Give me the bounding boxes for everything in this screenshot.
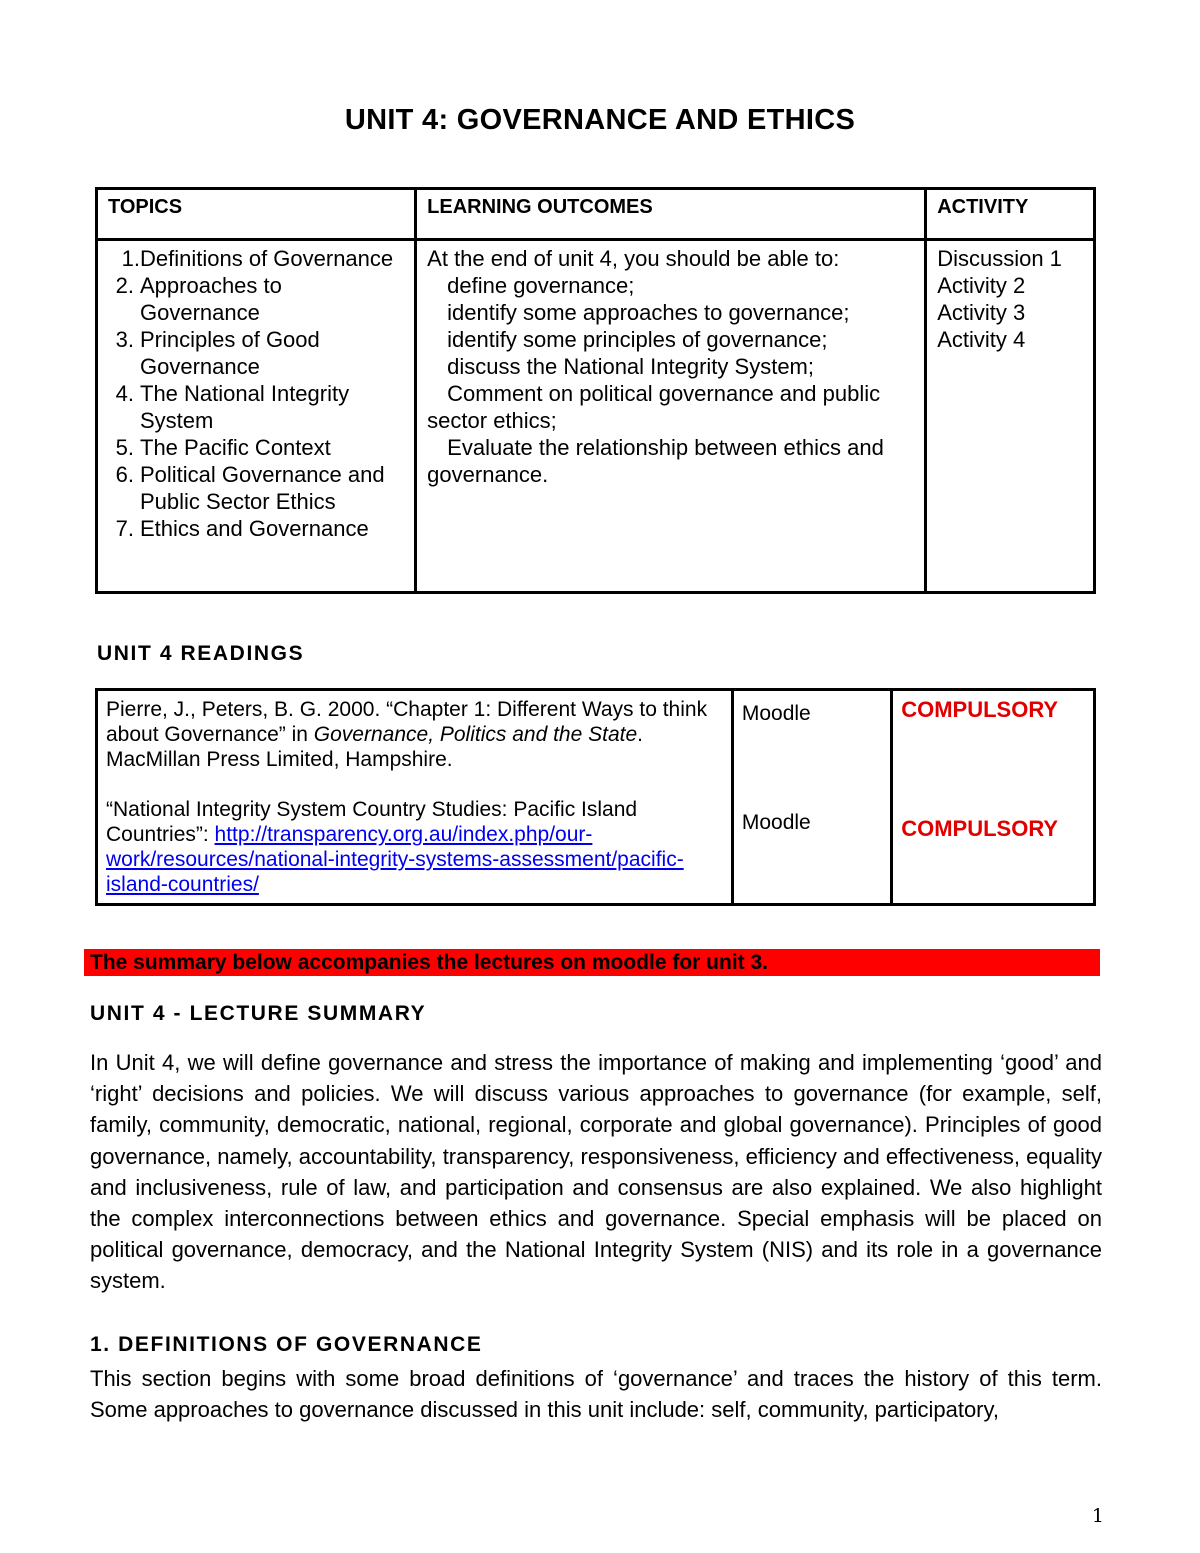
definitions-text: This section begins with some broad definitions of ‘governance’ and traces the history of this term. Some approaches to governance discussed in this unit include: self, community, participatory, <box>90 1366 1102 1423</box>
reading-1-book-title: Governance, Politics and the State <box>313 723 638 746</box>
activity-item: Activity 4 <box>937 327 1026 352</box>
activity-item: Activity 2 <box>937 273 1026 298</box>
outcome-item: Evaluate the relationship between ethics and <box>447 435 884 460</box>
header-activity: ACTIVITY <box>926 189 1095 240</box>
reading-source-cell <box>732 690 891 905</box>
lecture-summary-heading: UNIT 4 - LECTURE SUMMARY <box>90 1002 427 1025</box>
page-number: 1 <box>1091 1505 1104 1527</box>
activity-item: Activity 3 <box>937 300 1026 325</box>
header-learning-outcomes: LEARNING OUTCOMES <box>416 189 926 240</box>
reading-1-status: COMPULSORY <box>901 697 1059 722</box>
table-row <box>97 690 1095 905</box>
reading-2-source: Moodle <box>741 811 811 834</box>
reading-1: Pierre, J., Peters, B. G. 2000. “Chapter 1: Different Ways to think about Governance” in Governance, Politics and the State. MacMillan Press Limited, Hampshire. <box>106 698 708 771</box>
outcome-item: define governance; <box>447 273 635 298</box>
table-header-row <box>97 189 1095 240</box>
reading-references-cell <box>97 690 733 905</box>
activity-cell <box>926 240 1095 593</box>
topic-item: 3. Principles of Good Governance <box>115 327 320 379</box>
header-topics: TOPICS <box>97 189 416 240</box>
topics-list <box>108 245 404 542</box>
outcome-item: discuss the National Integrity System; <box>447 354 814 379</box>
activity-item: Discussion 1 <box>937 246 1062 271</box>
topic-item: 4. The National Integrity System <box>115 381 350 433</box>
reading-2: “National Integrity System Country Studies: Pacific Island Countries”: http://transparency.org.au/index.php/our-work/resources/national-integrity-systems-assessment/pacific-island-countries/ <box>106 798 684 896</box>
outcome-item-continued: sector ethics; <box>427 408 557 433</box>
outcome-item: identify some approaches to governance; <box>447 300 850 325</box>
topics-cell <box>97 240 416 593</box>
readings-table <box>95 688 1096 906</box>
topic-item: 5. The Pacific Context <box>115 435 331 460</box>
topic-item: 1. Definitions of Governance <box>121 246 394 271</box>
topic-item: 7. Ethics and Governance <box>115 516 369 541</box>
definitions-heading: 1. DEFINITIONS OF GOVERNANCE <box>90 1333 483 1356</box>
table-row <box>97 240 1095 593</box>
topic-item: 2. Approaches to Governance <box>115 273 282 325</box>
topic-item: 6. Political Governance and Public Sector Ethics <box>115 462 385 514</box>
transparency-link[interactable]: http://transparency.org.au/index.php/our-work/resources/national-integrity-systems-assessment/pacific-island-countries/ <box>106 823 684 896</box>
outcome-item-continued: governance. <box>427 462 549 487</box>
reading-2-status: COMPULSORY <box>901 816 1059 841</box>
learning-outcomes-cell <box>416 240 926 593</box>
outcomes-intro: At the end of unit 4, you should be able to: <box>427 246 840 271</box>
page-title: UNIT 4: GOVERNANCE AND ETHICS <box>344 104 856 136</box>
readings-heading: UNIT 4 READINGS <box>97 642 305 665</box>
unit-overview-table <box>95 187 1096 594</box>
notice-banner: The summary below accompanies the lectures on moodle for unit 3. <box>84 949 1100 976</box>
reading-status-cell <box>892 690 1095 905</box>
outcome-item: identify some principles of governance; <box>447 327 828 352</box>
reading-1-source: Moodle <box>741 702 811 725</box>
lecture-summary-text: In Unit 4, we will define governance and stress the importance of making and implementing ‘good’ and ‘right’ decisions and policies. We will discuss various approaches to governance (for example, self, family, community, democratic, national, regional, corporate and global governance). Principles of good governance, namely, accountability, transparency, responsiveness, efficiency and effectiveness, equality and inclusiveness, rule of law, and participation and consensus are also explained. We also highlight the complex interconnections between ethics and governance. Special emphasis will be placed on political governance, democracy, and the National Integrity System (NIS) and its role in a governance system. <box>90 1050 1102 1294</box>
outcome-item: Comment on political governance and public <box>447 381 881 406</box>
